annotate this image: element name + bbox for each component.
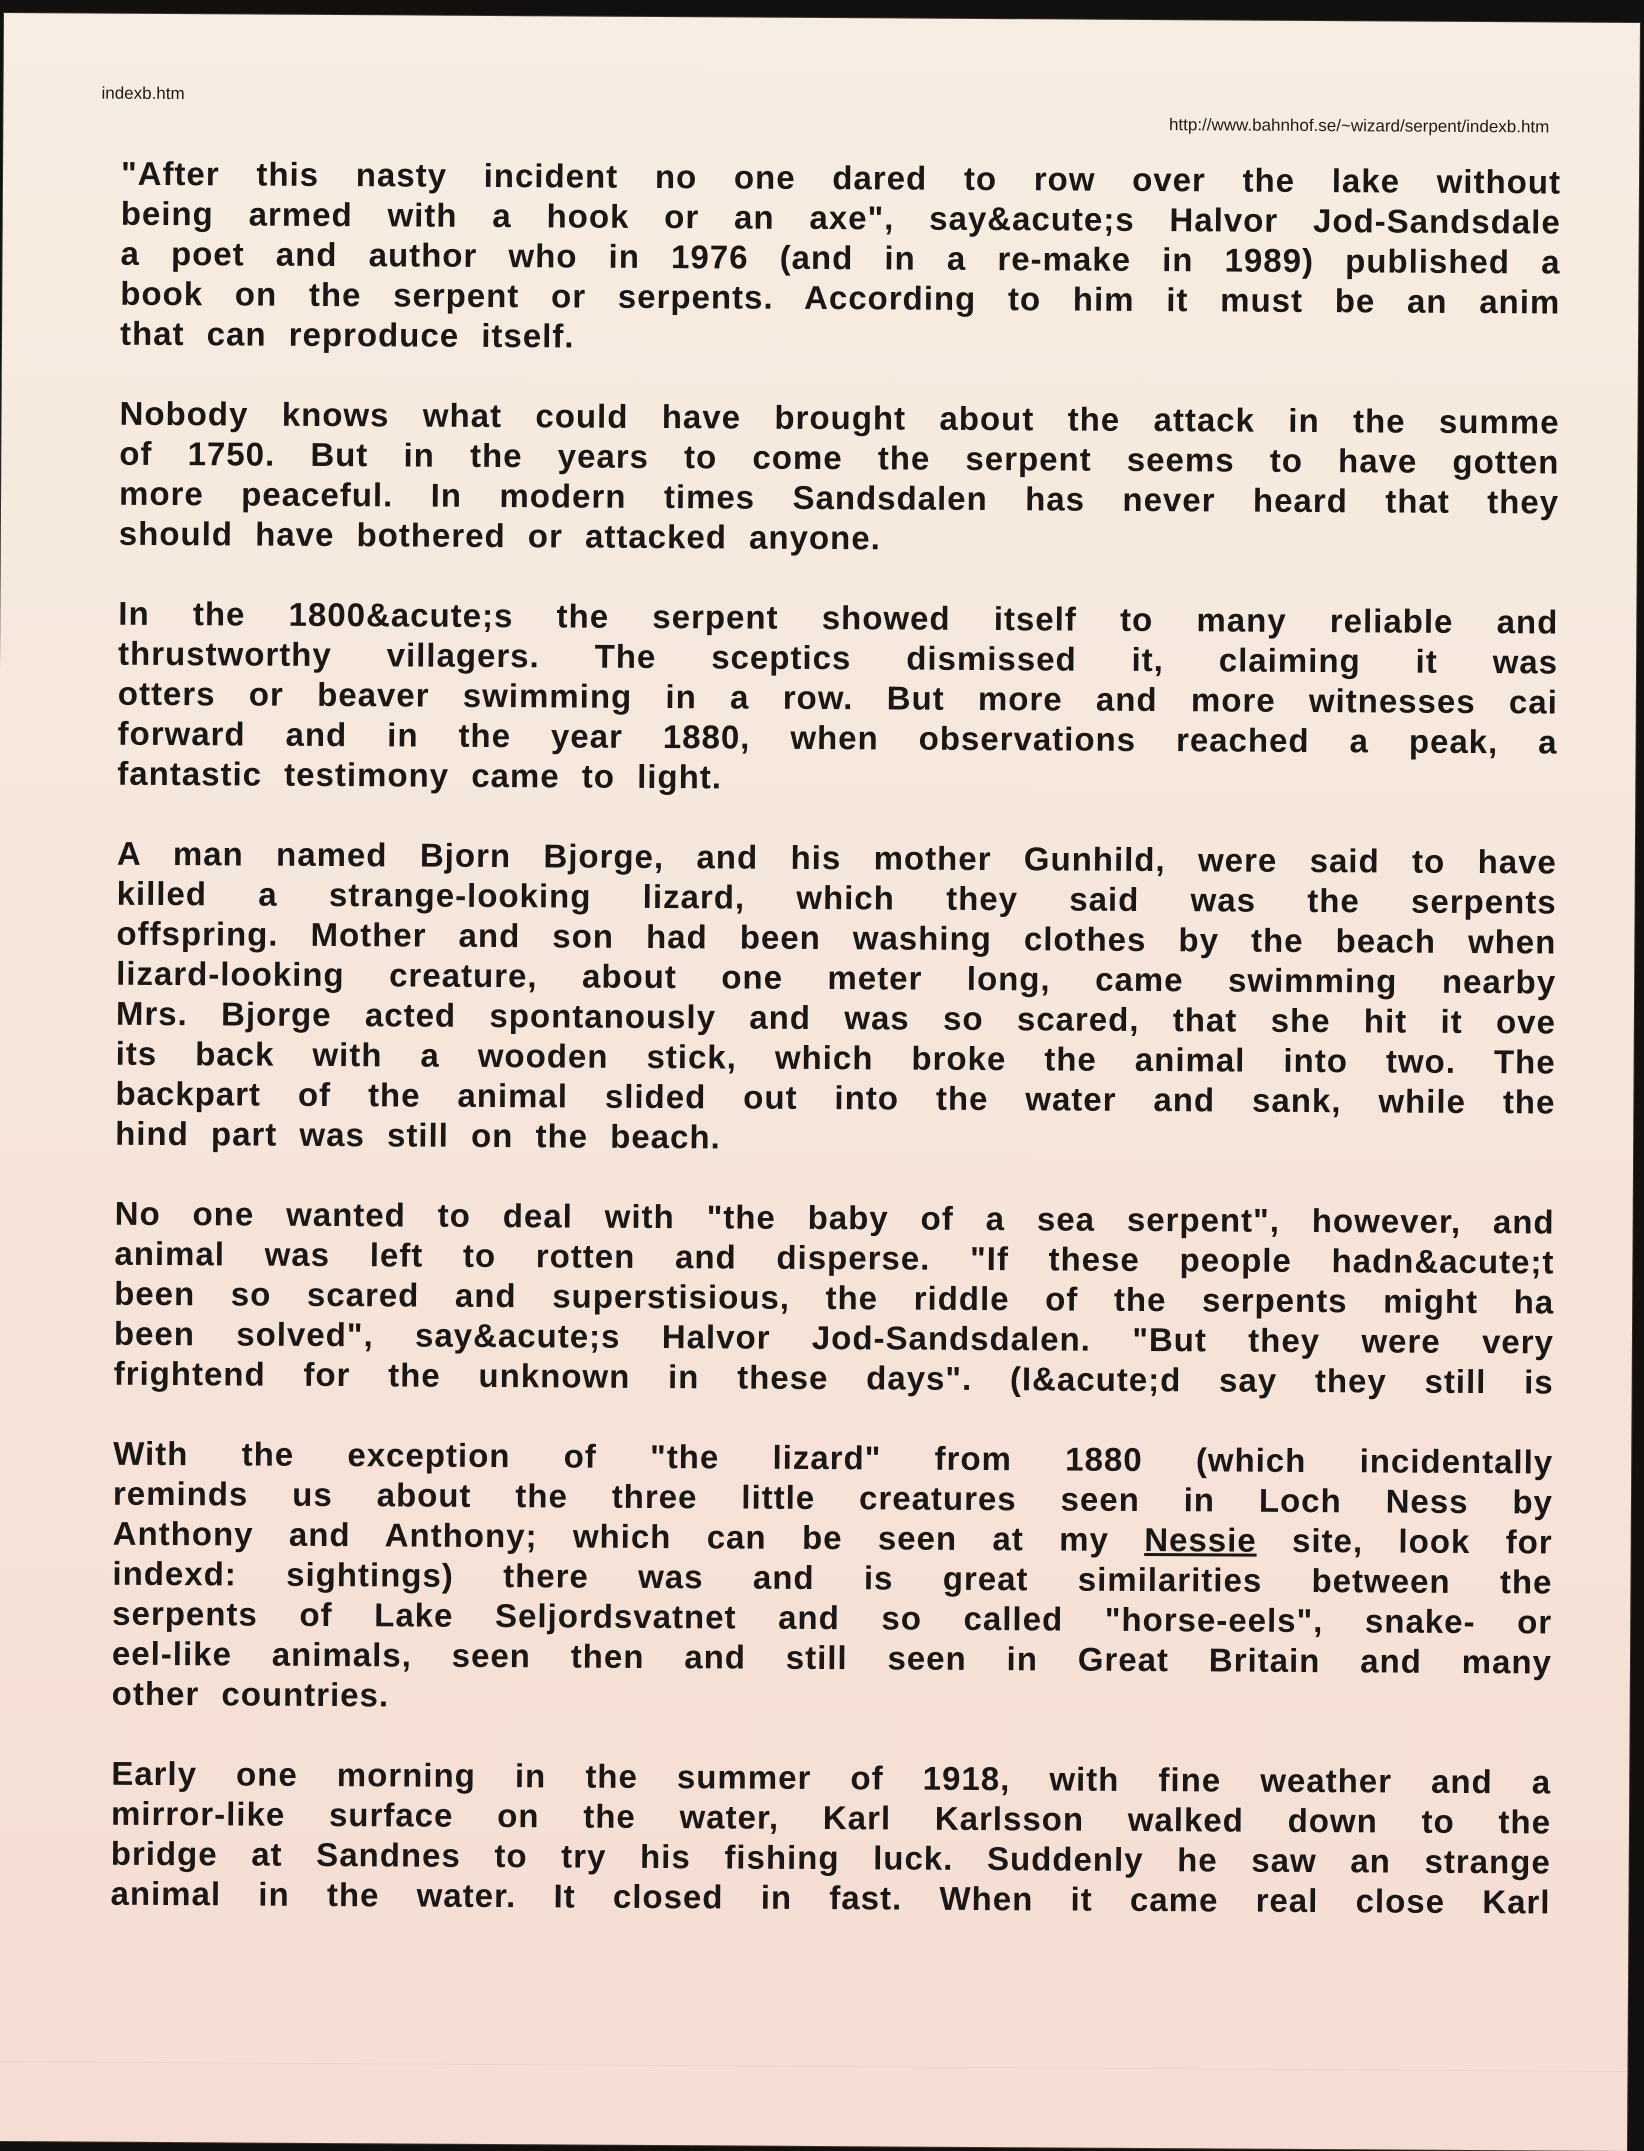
page-crease xyxy=(0,2061,1627,2072)
text-line: other countries. xyxy=(111,1674,390,1714)
text-line: frightend for the unknown in these days". (I&acute;d say they still is xyxy=(113,1354,1554,1401)
text-line: No one wanted to deal with "the baby of a sea serpent", however, and xyxy=(114,1194,1555,1241)
paragraph xyxy=(120,154,1561,363)
text-line: thrustworthy villagers. The sceptics dismissed it, claiming it was xyxy=(117,634,1559,681)
text-line: been solved", say&acute;s Halvor Jod-Sandsdalen. "But they were very xyxy=(113,1314,1555,1361)
text-line: otters or beaver swimming in a row. But more and more witnesses cai xyxy=(117,674,1558,721)
text-line: A man named Bjorn Bjorge, and his mother Gunhild, were said to have xyxy=(116,834,1557,881)
text-line: forward and in the year 1880, when observations reached a peak, a xyxy=(117,714,1558,761)
text-line: With the exception of "the lizard" from 1880 (which incidentally xyxy=(113,1434,1554,1481)
text-line: hind part was still on the beach. xyxy=(115,1114,721,1156)
text-line: Nobody knows what could have brought about the attack in the summe xyxy=(119,394,1560,441)
text-line: backpart of the animal slided out into the water and sank, while the xyxy=(115,1074,1556,1121)
paragraph xyxy=(114,1194,1555,1403)
article-body xyxy=(110,154,1561,1963)
text-line: Early one morning in the summer of 1918, with fine weather and a xyxy=(111,1754,1552,1801)
paragraph xyxy=(110,1754,1551,1923)
text-line: more peaceful. In modern times Sandsdalen has never heard that they xyxy=(118,474,1560,521)
text-line: been so scared and superstisious, the riddle of the serpents might ha xyxy=(114,1274,1555,1321)
text-fragment: site, look for xyxy=(1256,1521,1553,1561)
text-line: mirror-like surface on the water, Karl Karlsson walked down to the xyxy=(110,1794,1552,1841)
text-line: being armed with a hook or an axe", say&acute;s Halvor Jod-Sandsdale xyxy=(120,194,1561,241)
text-line: should have bothered or attacked anyone. xyxy=(118,514,881,557)
text-line: reminds us about the three little creatures seen in Loch Ness by xyxy=(112,1474,1554,1521)
text-line: of 1750. But in the years to come the serpent seems to have gotten xyxy=(119,434,1560,481)
text-line: its back with a wooden stick, which broke the animal into two. The xyxy=(115,1034,1556,1081)
text-line: bridge at Sandnes to try his fishing luck. Suddenly he saw an strange xyxy=(110,1834,1551,1881)
nessie-link[interactable]: Nessie xyxy=(1144,1520,1257,1559)
text-line: a poet and author who in 1976 (and in a re-make in 1989) published a xyxy=(120,234,1561,281)
text-line: book on the serpent or serpents. According to him it must be an anim xyxy=(120,274,1561,321)
paragraph xyxy=(117,594,1558,803)
text-line: that can reproduce itself. xyxy=(119,314,575,355)
text-line: Mrs. Bjorge acted spontanously and was so scared, that she hit it ove xyxy=(115,994,1556,1041)
text-line: eel-like animals, seen then and still seen in Great Britain and many xyxy=(111,1634,1553,1681)
printed-page xyxy=(0,13,1640,2151)
text-line: fantastic testimony came to light. xyxy=(117,754,723,796)
paragraph xyxy=(119,394,1560,563)
text-line: In the 1800&acute;s the serpent showed itself to many reliable and xyxy=(118,594,1559,641)
text-line: lizard-looking creature, about one meter long, came swimming nearby xyxy=(116,954,1557,1001)
text-line: "After this nasty incident no one dared to row over the lake without xyxy=(120,154,1562,201)
page-url: http://www.bahnhof.se/~wizard/serpent/indexb.htm xyxy=(1168,115,1550,137)
paragraph xyxy=(112,1434,1554,1723)
text-line: animal was left to rotten and disperse. "If these people hadn&acute;t xyxy=(114,1234,1555,1281)
text-line: indexd: sightings) there was and is great similarities between the xyxy=(112,1554,1553,1601)
paragraph xyxy=(115,834,1557,1163)
text-line: killed a strange-looking lizard, which they said was the serpents xyxy=(116,874,1557,921)
page-filename: indexb.htm xyxy=(101,83,185,104)
text-line: offspring. Mother and son had been washing clothes by the beach when xyxy=(116,914,1557,961)
text-fragment: Anthony and Anthony; which can be seen at my xyxy=(112,1514,1145,1558)
text-line: serpents of Lake Seljordsvatnet and so called "horse-eels", snake- or xyxy=(112,1594,1553,1641)
text-line: animal in the water. It closed in fast. When it came real close Karl xyxy=(110,1874,1551,1921)
